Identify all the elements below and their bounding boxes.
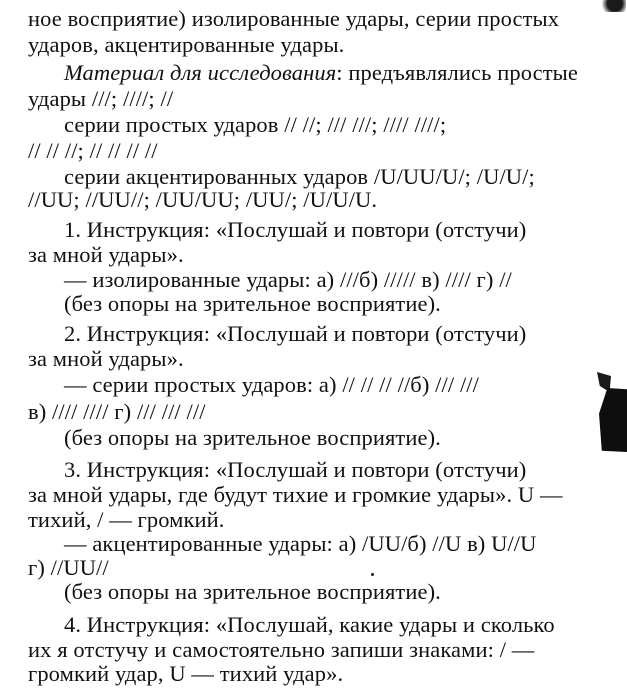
text-line — [28, 87, 173, 111]
paragraph-text: ное восприятие) изолированные удары, серии простых — [28, 6, 560, 31]
text-line — [64, 580, 441, 604]
text-line — [28, 508, 225, 532]
text-line — [64, 458, 526, 482]
text-line — [28, 139, 158, 163]
text-line — [28, 400, 206, 424]
instruction-text: 1. Инструкция: «Послушай и повтори (отстучи) — [64, 217, 527, 242]
text-line — [64, 113, 446, 137]
paragraph-text: серии простых ударов // //; /// ///; //// ////; — [64, 112, 447, 137]
task-text: г) //UU// — [28, 555, 109, 580]
task-text: — изолированные удары: а) ///б) ///// в) //// г) // — [64, 267, 512, 292]
scan-artifact — [599, 388, 627, 452]
task-note: (без опоры на зрительное восприятие). — [64, 425, 441, 450]
instruction-text: их я отстучу и самостоятельно запиши знаками: / — — [28, 637, 535, 662]
paragraph-text: // // //; // // // // — [28, 138, 158, 163]
text-line — [64, 292, 441, 316]
text-line — [64, 268, 512, 292]
task-text: — серии простых ударов: а) // // // //б) /// /// — [64, 372, 479, 397]
text-line — [64, 613, 555, 637]
instruction-text: громкий удар, U — тихий удар». — [28, 661, 344, 686]
paragraph-text: серии акцентированных ударов /U/UU/U/; /U/U/; — [64, 164, 535, 189]
instruction-text: за мной удары». — [28, 346, 184, 371]
text-line — [28, 483, 563, 507]
text-line — [28, 347, 184, 371]
scan-artifact — [598, 0, 626, 12]
text-line — [64, 322, 526, 346]
text-line — [28, 33, 344, 57]
text-line — [28, 662, 343, 686]
text-line — [28, 188, 377, 212]
instruction-text: тихий, / — громкий. — [28, 507, 225, 532]
text-line — [64, 165, 535, 189]
text-line — [28, 638, 534, 662]
paragraph-text: ударов, акцентированные удары. — [28, 32, 345, 57]
instruction-text: за мной удары, где будут тихие и громкие удары». U — — [28, 482, 563, 507]
instruction-text: за мной удары». — [28, 242, 184, 267]
task-note: (без опоры на зрительное восприятие). — [64, 579, 441, 604]
text-line — [28, 243, 184, 267]
section-heading: Материал для исследования — [64, 60, 337, 85]
text-line — [64, 61, 578, 85]
text-line — [28, 556, 109, 580]
task-note: (без опоры на зрительное восприятие). — [64, 291, 441, 316]
text-line — [64, 532, 537, 556]
paragraph-text: //UU; //UU//; /UU/UU; /UU/; /U/U/U. — [28, 187, 378, 212]
paragraph-text: удары ///; ////; // — [28, 86, 174, 111]
paragraph-text: : предъявлялись простые — [336, 60, 578, 85]
task-text: в) //// //// г) /// /// /// — [28, 399, 206, 424]
instruction-text: 4. Инструкция: «Послушай, какие удары и сколько — [64, 612, 555, 637]
text-line — [64, 218, 526, 242]
instruction-text: 3. Инструкция: «Послушай и повтори (отстучи) — [64, 457, 527, 482]
scan-artifact — [371, 573, 374, 576]
text-line — [64, 426, 441, 450]
text-line — [64, 373, 479, 397]
task-text: — акцентированные удары: а) /UU/б) //U в) U//U — [64, 531, 537, 556]
instruction-text: 2. Инструкция: «Послушай и повтори (отстучи) — [64, 321, 527, 346]
text-line — [28, 7, 602, 31]
